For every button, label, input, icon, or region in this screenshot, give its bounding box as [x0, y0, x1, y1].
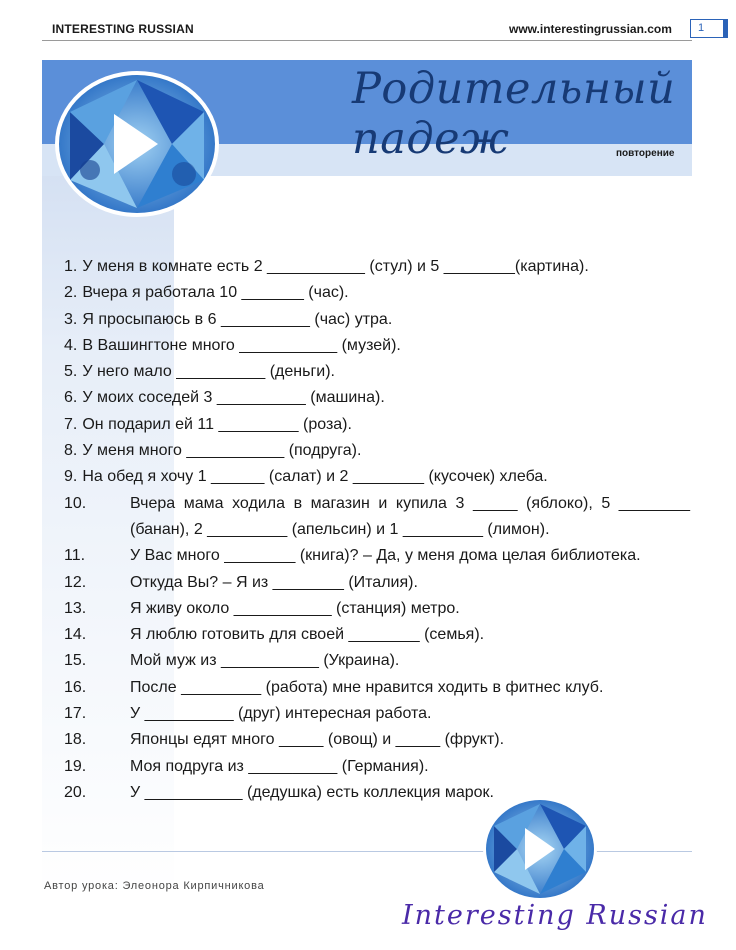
item-text: После _________ (работа) мне нравится ходить в фитнес клуб. — [130, 678, 604, 696]
page-subtitle: повторение — [616, 148, 675, 159]
item-text: У него мало __________ (деньги). — [82, 363, 335, 381]
list-item — [64, 412, 690, 438]
item-text: Я просыпаюсь в 6 __________ (час) утра. — [82, 310, 393, 328]
list-item — [64, 675, 690, 701]
item-text: Вчера я работала 10 _______ (час). — [82, 284, 349, 302]
list-item — [64, 254, 690, 280]
item-number: 2. — [64, 284, 78, 302]
list-item — [64, 464, 690, 490]
item-number: 3. — [64, 310, 78, 328]
list-item — [64, 701, 690, 727]
brand-signature: Interesting Russian — [402, 900, 708, 931]
item-text: У __________ (друг) интересная работа. — [130, 705, 432, 723]
item-number: 16. — [64, 678, 87, 696]
page-number: 1 — [698, 22, 705, 34]
page-number-bar — [723, 20, 727, 37]
list-item — [64, 543, 690, 569]
item-text: У меня в комнате есть 2 ___________ (стул) и 5 ________(картина). — [82, 258, 589, 275]
header-url[interactable]: www.interestingrussian.com — [509, 22, 672, 36]
item-number: 19. — [64, 757, 87, 775]
item-number: 5. — [64, 363, 78, 381]
item-number: 14. — [64, 626, 87, 644]
item-text: На обед я хочу 1 ______ (салат) и 2 ________ (кусочек) хлеба. — [82, 468, 548, 486]
list-item — [64, 359, 690, 385]
item-number: 20. — [64, 783, 87, 801]
item-number: 17. — [64, 705, 87, 723]
list-item — [64, 333, 690, 359]
item-text: Я люблю готовить для своей ________ (семья). — [130, 626, 485, 644]
item-text: Моя подруга из __________ (Германия). — [130, 757, 429, 775]
list-item — [64, 596, 690, 622]
item-text: Откуда Вы? – Я из ________ (Италия). — [130, 573, 418, 591]
list-item — [64, 570, 690, 596]
item-number: 15. — [64, 652, 87, 670]
list-item — [64, 280, 690, 306]
page-title: Родительный падеж — [352, 64, 676, 164]
item-text: У меня много ___________ (подруга). — [82, 442, 362, 460]
item-number: 8. — [64, 442, 78, 460]
item-number: 11. — [64, 547, 86, 565]
item-number: 13. — [64, 599, 87, 617]
item-text: Вчера мама ходила в магазин и купила 3 _____ (яблоко), 5 ________ (банан), 2 _________ (апельсин) и 1 _________ (лимон). — [130, 494, 690, 538]
list-item — [64, 754, 690, 780]
list-item — [64, 438, 690, 464]
author-credit: Автор урока: Элеонора Кирпичникова — [44, 880, 265, 892]
item-number: 7. — [64, 415, 78, 433]
item-text: Мой муж из ___________ (Украина). — [130, 652, 400, 670]
list-item — [64, 491, 690, 544]
item-text: Я живу около ___________ (станция) метро. — [130, 599, 460, 617]
item-number: 10. — [64, 494, 87, 512]
item-number: 12. — [64, 573, 87, 591]
list-item — [64, 648, 690, 674]
item-text: Японцы едят много _____ (овощ) и _____ (фрукт). — [130, 731, 505, 749]
item-number: 1. — [64, 258, 78, 275]
list-item — [64, 727, 690, 753]
item-text: В Вашингтоне много ___________ (музей). — [82, 336, 401, 354]
item-number: 18. — [64, 731, 87, 749]
aperture-logo-small-icon — [482, 796, 598, 902]
list-item — [64, 622, 690, 648]
aperture-logo-icon — [54, 70, 220, 218]
page-number-box — [690, 19, 728, 38]
item-number: 4. — [64, 336, 78, 354]
item-text: У моих соседей 3 __________ (машина). — [82, 389, 385, 407]
item-number: 6. — [64, 389, 78, 407]
item-text: Он подарил ей 11 _________ (роза). — [82, 415, 352, 433]
list-item — [64, 385, 690, 411]
item-number: 9. — [64, 468, 78, 486]
list-item — [64, 307, 690, 333]
item-text: У Вас много ________ (книга)? – Да, у меня дома целая библиотека. — [130, 547, 641, 565]
item-text: У ___________ (дедушка) есть коллекция марок. — [130, 783, 494, 801]
exercise-list — [64, 254, 690, 806]
header-divider — [42, 40, 692, 41]
header-site-name: INTERESTING RUSSIAN — [52, 22, 194, 36]
